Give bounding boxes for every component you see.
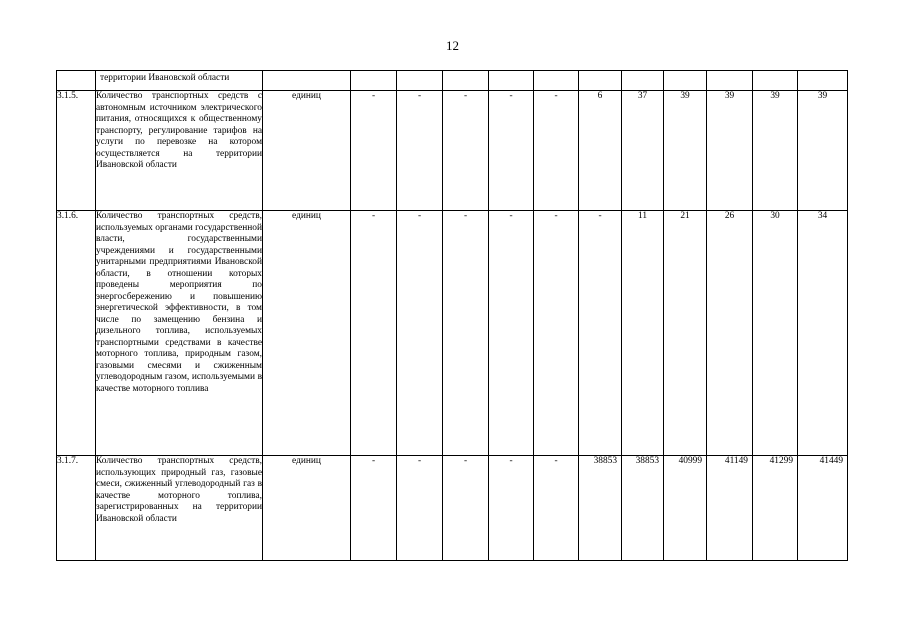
value-cell: 39	[664, 91, 707, 211]
value-cell: 39	[753, 91, 798, 211]
value-cell: -	[534, 456, 579, 561]
value-cell: 6	[579, 91, 622, 211]
value-cell: 39	[707, 91, 753, 211]
row-unit: единиц	[263, 211, 351, 456]
value-cell: 38853	[579, 456, 622, 561]
table-row-continued	[57, 71, 848, 91]
row-description: Количество транспортных средств с автономным источником электрического питания, относящихся к общественному транспорту, регулирование тарифов на услуги по перевозке на котором осуществляется на территории Ивановской области	[96, 91, 263, 211]
value-cell: 40999	[664, 456, 707, 561]
row-number: 3.1.7.	[57, 456, 96, 561]
value-cell: 21	[664, 211, 707, 456]
value-cell: -	[489, 456, 534, 561]
row-description: Количество транспортных средств, используемых органами государственной власти, государственными учреждениями и государственными унитарными предприятиями Ивановской области, в отношении которых проведены мероприятия по энергосбережению и повышению энергетической эффективности, в том числе по замещению бензина и дизельного топлива, используемых транспортными средствами в качестве моторного топлива, природным газом, газовыми смесями и сжиженным углеводородным газом, используемыми в качестве моторного топлива	[96, 211, 263, 456]
value-cell: 37	[622, 91, 664, 211]
row-number: 3.1.5.	[57, 91, 96, 211]
value-cell: -	[351, 91, 397, 211]
value-cell: 34	[798, 211, 848, 456]
value-cell: 38853	[622, 456, 664, 561]
value-cell: -	[397, 91, 443, 211]
value-cell: 11	[622, 211, 664, 456]
value-cell: -	[443, 91, 489, 211]
value-cell: -	[534, 91, 579, 211]
value-cell: -	[351, 456, 397, 561]
value-cell: 41449	[798, 456, 848, 561]
value-cell: 30	[753, 211, 798, 456]
value-cell: -	[534, 211, 579, 456]
table-row	[57, 456, 848, 561]
value-cell: 41299	[753, 456, 798, 561]
row-description: территории Ивановской области	[96, 71, 263, 91]
row-unit: единиц	[263, 91, 351, 211]
row-unit: единиц	[263, 456, 351, 561]
value-cell: -	[443, 211, 489, 456]
table-row	[57, 211, 848, 456]
value-cell: -	[579, 211, 622, 456]
value-cell: -	[397, 211, 443, 456]
row-number: 3.1.6.	[57, 211, 96, 456]
value-cell: -	[443, 456, 489, 561]
indicators-table	[56, 70, 848, 561]
table-row	[57, 91, 848, 211]
value-cell: 39	[798, 91, 848, 211]
row-number-cell	[57, 71, 96, 91]
page-number: 12	[446, 38, 459, 53]
value-cell: -	[489, 91, 534, 211]
value-cell: 26	[707, 211, 753, 456]
value-cell: 41149	[707, 456, 753, 561]
value-cell: -	[397, 456, 443, 561]
row-description: Количество транспортных средств, использующих природный газ, газовые смеси, сжиженный углеводородный газ в качестве моторного топлива, зарегистрированных на территории Ивановской области	[96, 456, 263, 561]
value-cell: -	[489, 211, 534, 456]
value-cell: -	[351, 211, 397, 456]
